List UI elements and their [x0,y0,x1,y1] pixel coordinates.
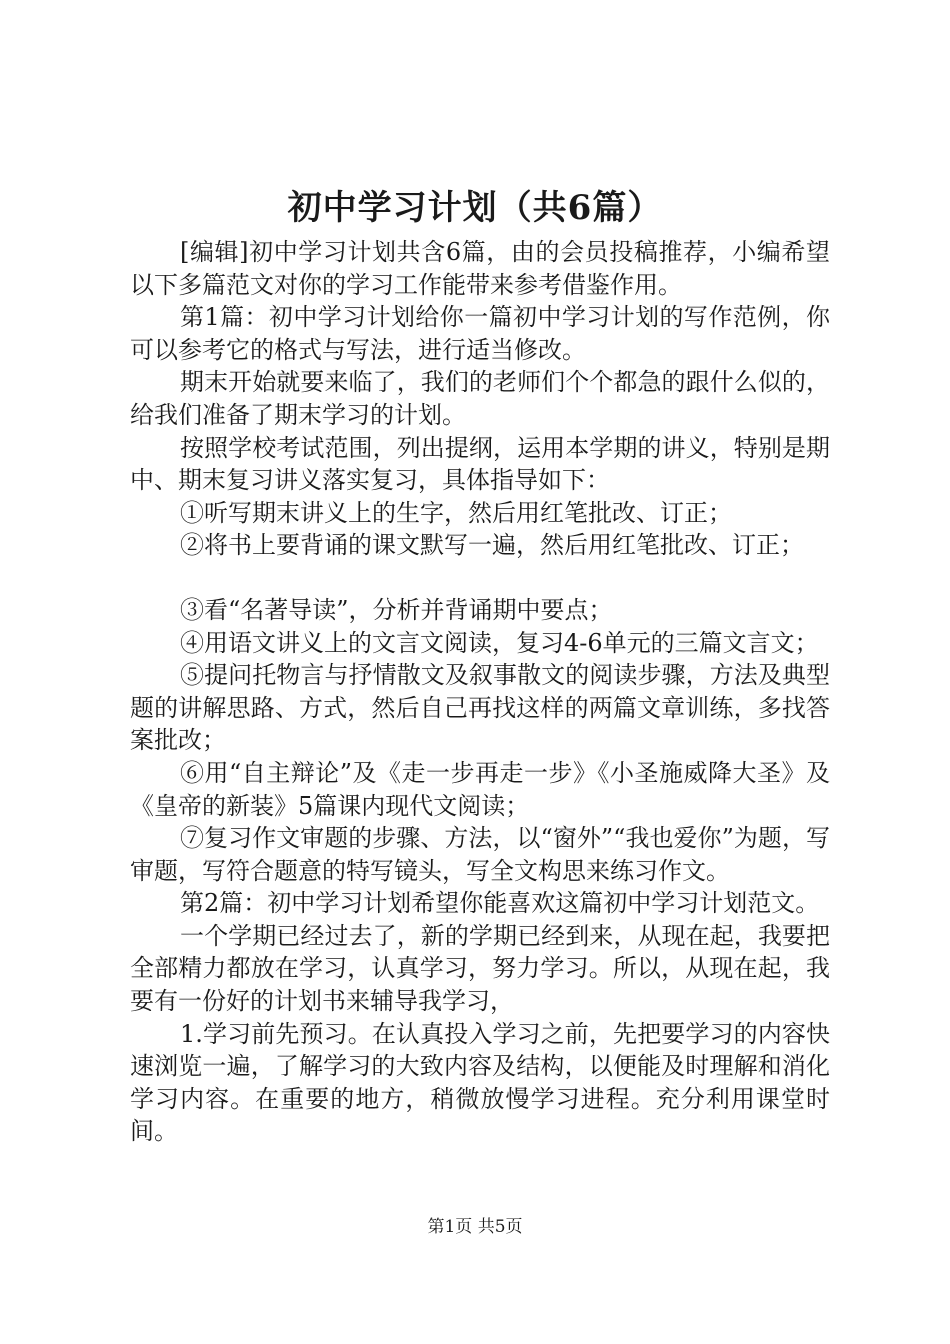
paragraph: 一个学期已经过去了，新的学期已经到来，从现在起，我要把全部精力都放在学习，认真学习，努力学习。所以，从现在起，我要有一份好的计划书来辅导我学习， [130,921,830,1016]
document-body [130,236,830,1148]
paragraph: 按照学校考试范围，列出提纲，运用本学期的讲义，特别是期中、期末复习讲义落实复习，具体指导如下： [130,433,830,495]
page-footer: 第1页 共5页 [427,1217,523,1237]
paragraph-intro: [编辑]初中学习计划共含6篇，由的会员投稿推荐，小编希望以下多篇范文对你的学习工作能带来参考借鉴作用。 [130,238,830,299]
list-item: ⑥用“自主辩论”及《走一步再走一步》《小圣施威降大圣》及《皇帝的新装》5篇课内现代文阅读； [130,758,830,820]
list-item: ⑦复习作文审题的步骤、方法，以“窗外”“我也爱你”为题，写审题，写符合题意的特写镜头，写全文构思来练习作文。 [130,824,830,885]
paragraph-part2-heading: 第2篇：初中学习计划希望你能喜欢这篇初中学习计划范文。 [180,889,820,918]
list-item: ①听写期末讲义上的生字，然后用红笔批改、订正； [180,498,732,527]
list-item: ②将书上要背诵的课文默写一遍，然后用红笔批改、订正； [180,531,804,560]
list-item: ③看“名著导读”，分析并背诵期中要点； [180,595,613,624]
document-title: 初中学习计划（共6篇） [287,188,663,228]
paragraph: 1.学习前先预习。在认真投入学习之前，先把要学习的内容快速浏览一遍，了解学习的大致内容及结构，以便能及时理解和消化学习内容。在重要的地方，稍微放慢学习进程。充分利用课堂时间。 [130,1019,830,1146]
list-item: ④用语文讲义上的文言文阅读，复习4-6单元的三篇文言文； [180,628,819,657]
list-item: ⑤提问托物言与抒情散文及叙事散文的阅读步骤，方法及典型题的讲解思路、方式，然后自己再找这样的两篇文章训练，多找答案批改； [130,661,830,755]
paragraph: 期末开始就要来临了，我们的老师们个个都急的跟什么似的，给我们准备了期末学习的计划。 [130,368,830,429]
paragraph-part1-heading: 第1篇：初中学习计划给你一篇初中学习计划的写作范例，你可以参考它的格式与写法，进行适当修改。 [130,303,830,364]
